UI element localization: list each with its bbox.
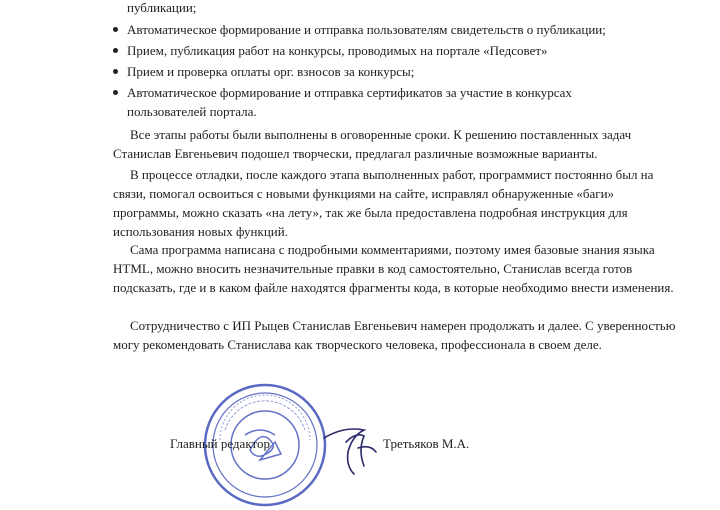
list-item-text: Прием, публикация работ на конкурсы, проводимых на портале «Педсовет» [127, 43, 548, 58]
signatory-name: Третьяков М.А. [383, 436, 470, 451]
bullet-continuation: публикации; [127, 0, 197, 15]
signatory-title: Главный редактор [170, 436, 270, 451]
bullet-dot [113, 48, 118, 53]
list-item-text: Автоматическое формирование и отправка сертификатов за участие в конкурсах пользователей портала. [127, 85, 572, 119]
bullet-dot [113, 69, 118, 74]
bullet-dot [113, 90, 118, 95]
bullet-dot [113, 27, 118, 32]
list-item-text: Автоматическое формирование и отправка пользователям свидетельств о публикации; [127, 22, 606, 37]
paragraph: Все этапы работы были выполнены в оговоренные сроки. К решению поставленных задач Станислав Евгеньевич подошел творчески, предлагал различные возможные варианты. [113, 127, 632, 161]
signature-block [0, 434, 720, 454]
paragraph: Сама программа написана с подробными комментариями, поэтому имея базовые знания языка HTML, можно вносить незначительные правки в код самостоятельно, Станислав всегда готов подсказать, где и в каком файле находятся фрагменты кода, в которые необходимо внести изменения. [113, 242, 674, 295]
paragraph: Сотрудничество с ИП Рыцев Станислав Евгеньевич намерен продолжать и далее. С уверенностью могу рекомендовать Станислава как творческого человека, профессионала в своем деле. [113, 318, 676, 352]
list-item-text: Прием и проверка оплаты орг. взносов за конкурсы; [127, 64, 415, 79]
paragraph: В процессе отладки, после каждого этапа выполненных работ, программист постоянно был на связи, помогал освоиться с новыми функциями на сайте, исправлял обнаруженные «баги» программы, можно сказать «на лету», так же была предоставлена подробная инструкция для использования новых функций. [113, 167, 654, 239]
